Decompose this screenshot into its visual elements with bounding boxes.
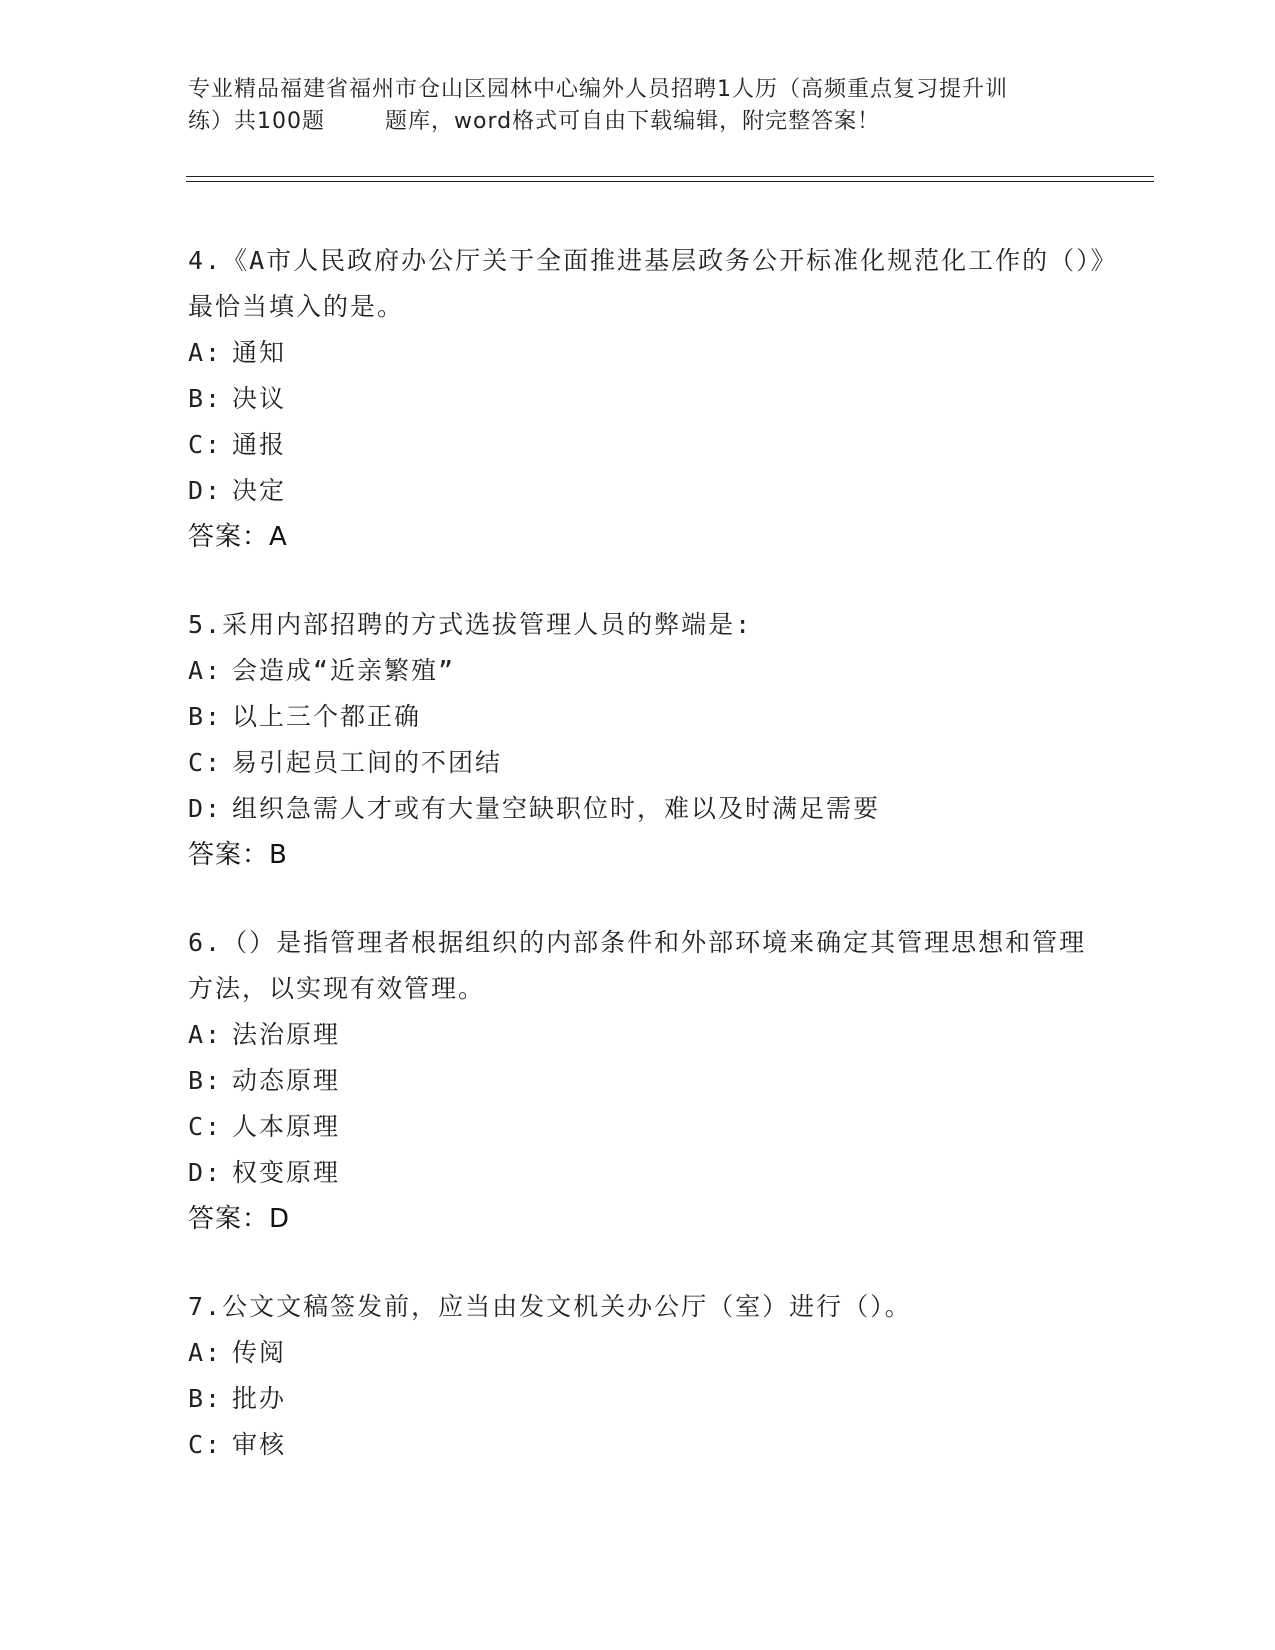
question-text: 7.公文文稿签发前，应当由发文机关办公厅（室）进行（）。 xyxy=(188,1292,912,1321)
option-text: 以上三个都正确 xyxy=(232,702,422,731)
option-letter: B: xyxy=(188,1066,223,1095)
header-title-line-1: 专业精品福建省福州市仓山区园林中心编外人员招聘1人历（高频重点复习提升训 xyxy=(188,77,1008,102)
question-5 xyxy=(188,602,1108,878)
option-letter: B: xyxy=(188,702,223,731)
option-b xyxy=(188,694,1108,740)
option-a xyxy=(188,330,1108,376)
question-7 xyxy=(188,1284,1108,1468)
option-a xyxy=(188,1012,1108,1058)
answer-line: 答案：A xyxy=(188,522,288,552)
option-a xyxy=(188,648,1108,694)
option-letter: C: xyxy=(188,748,223,777)
option-c xyxy=(188,1422,1108,1468)
option-text: 会造成“近亲繁殖” xyxy=(232,656,456,685)
option-a xyxy=(188,1330,1108,1376)
option-text: 传阅 xyxy=(232,1338,287,1367)
option-text: 通知 xyxy=(232,338,287,367)
option-b xyxy=(188,1376,1108,1422)
option-text: 通报 xyxy=(232,430,287,459)
option-letter: D: xyxy=(188,794,223,823)
option-letter: C: xyxy=(188,1112,223,1141)
option-text: 权变原理 xyxy=(232,1158,341,1187)
question-text: 4.《A市人民政府办公厅关于全面推进基层政务公开标准化规范化工作的（）》最恰当填入的是。 xyxy=(188,246,1106,321)
option-text: 法治原理 xyxy=(232,1020,341,1049)
option-letter: B: xyxy=(188,1384,223,1413)
question-text: 6.（）是指管理者根据组织的内部条件和外部环境来确定其管理思想和管理方法，以实现有效管理。 xyxy=(188,928,1087,1003)
option-text: 决定 xyxy=(232,476,287,505)
option-letter: A: xyxy=(188,338,223,367)
option-text: 易引起员工间的不团结 xyxy=(232,748,503,777)
header-title-line-2 xyxy=(188,106,1088,138)
header-title-part-2: 题库，word格式可自由下载编辑，附完整答案！ xyxy=(385,109,881,134)
option-letter: A: xyxy=(188,1020,223,1049)
option-b xyxy=(188,1058,1108,1104)
option-letter: A: xyxy=(188,1338,223,1367)
question-list xyxy=(188,238,1108,1510)
document-header xyxy=(188,74,1088,138)
option-text: 批办 xyxy=(232,1384,287,1413)
option-letter: C: xyxy=(188,1430,223,1459)
question-4 xyxy=(188,238,1108,560)
option-letter: D: xyxy=(188,476,223,505)
option-d xyxy=(188,1150,1108,1196)
option-c xyxy=(188,740,1108,786)
option-d xyxy=(188,786,1108,832)
question-6 xyxy=(188,920,1108,1242)
header-divider-bottom xyxy=(186,181,1154,182)
option-letter: A: xyxy=(188,656,223,685)
answer-line: 答案：D xyxy=(188,1204,291,1234)
option-d xyxy=(188,468,1108,514)
option-text: 组织急需人才或有大量空缺职位时，难以及时满足需要 xyxy=(232,794,881,823)
option-text: 动态原理 xyxy=(232,1066,341,1095)
option-c xyxy=(188,422,1108,468)
header-divider-top xyxy=(186,176,1154,177)
option-letter: C: xyxy=(188,430,223,459)
option-letter: D: xyxy=(188,1158,223,1187)
header-title-part-1: 练）共100题 xyxy=(188,109,325,134)
option-b xyxy=(188,376,1108,422)
option-letter: B: xyxy=(188,384,223,413)
option-text: 人本原理 xyxy=(232,1112,341,1141)
option-text: 审核 xyxy=(232,1430,287,1459)
answer-line: 答案：B xyxy=(188,840,288,870)
option-c xyxy=(188,1104,1108,1150)
question-text: 5.采用内部招聘的方式选拔管理人员的弊端是: xyxy=(188,610,753,639)
option-text: 决议 xyxy=(232,384,287,413)
